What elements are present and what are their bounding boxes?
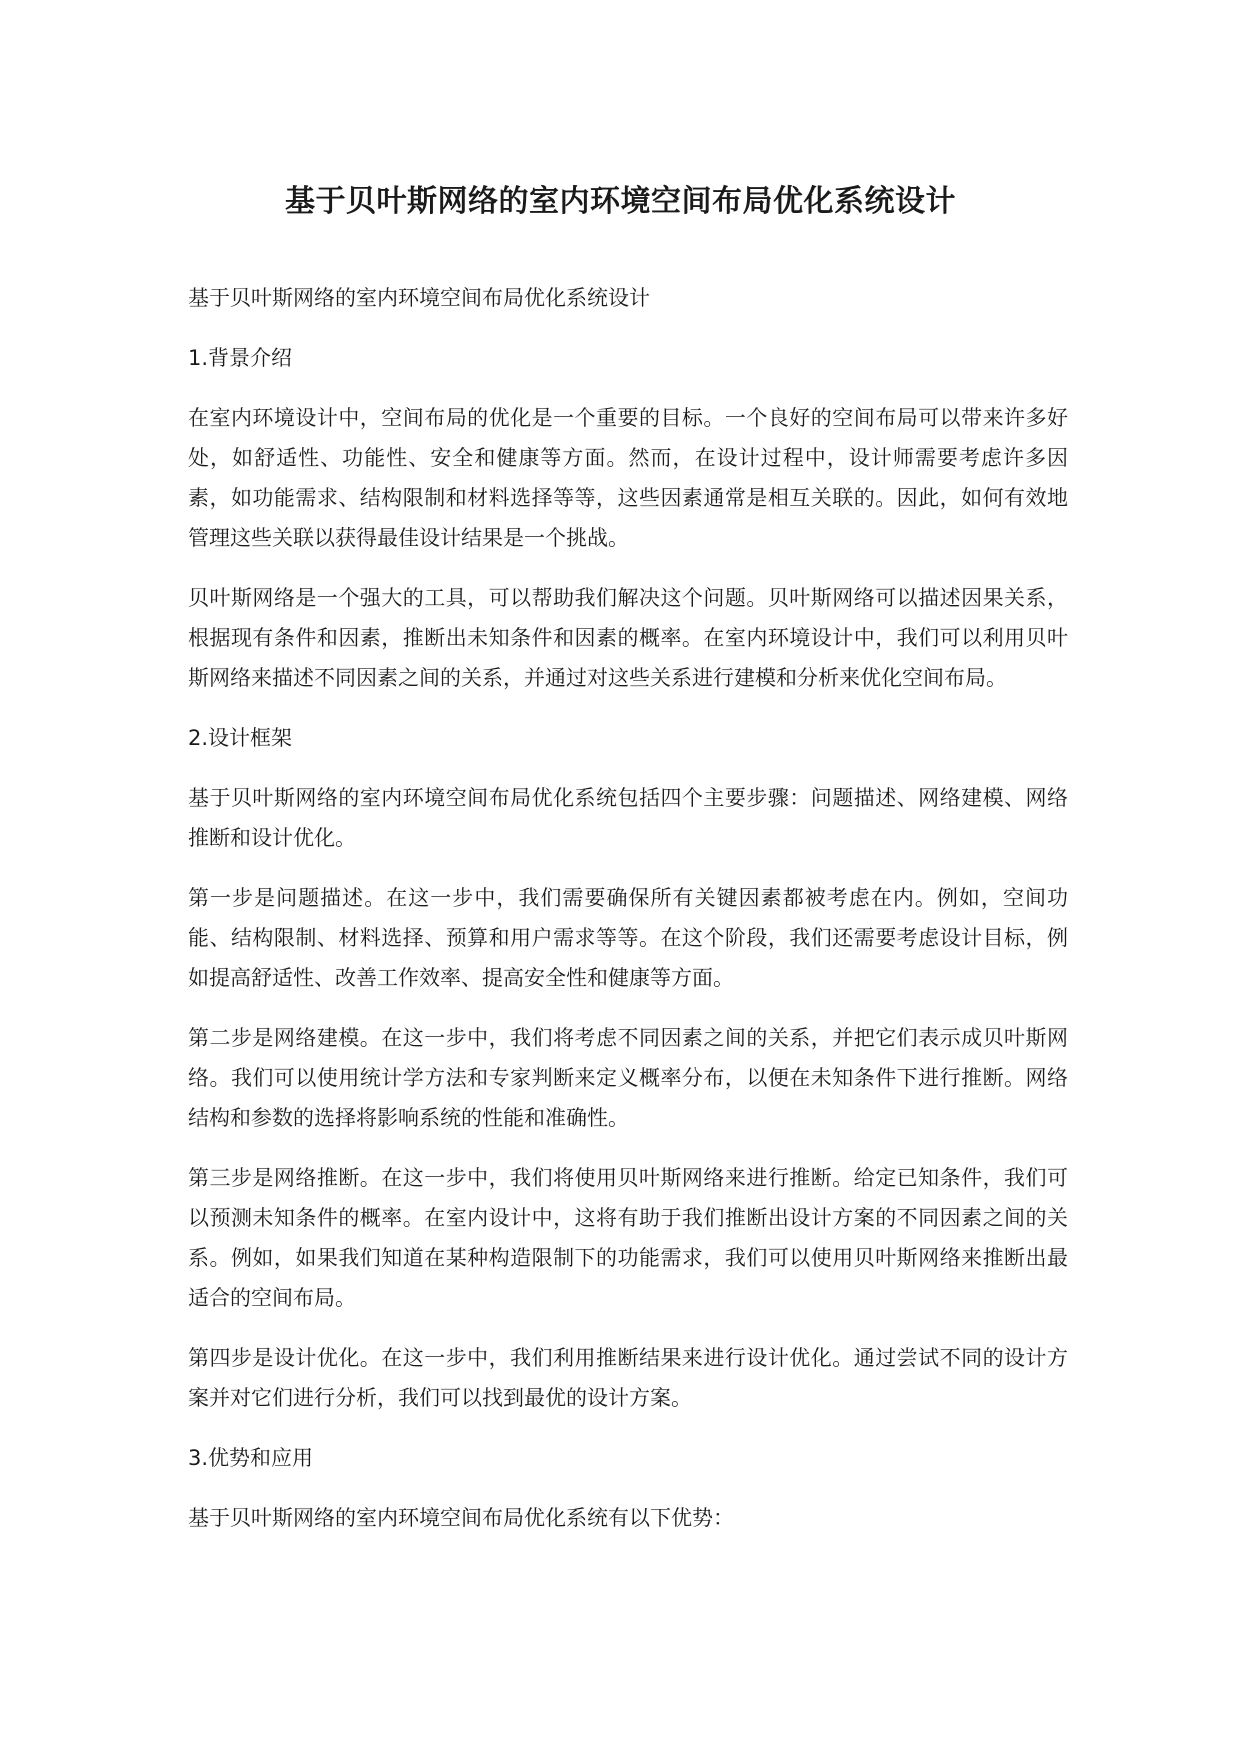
paragraph: 在室内环境设计中，空间布局的优化是一个重要的目标。一个良好的空间布局可以带来许多好处，如舒适性、功能性、安全和健康等方面。然而，在设计过程中，设计师需要考虑许多因素，如功能需求、结构限制和材料选择等等，这些因素通常是相互关联的。因此，如何有效地管理这些关联以获得最佳设计结果是一个挑战。 xyxy=(188,406,1068,550)
section-heading-advantages: 3.优势和应用 xyxy=(188,1446,314,1470)
paragraph: 贝叶斯网络是一个强大的工具，可以帮助我们解决这个问题。贝叶斯网络可以描述因果关系，根据现有条件和因素，推断出未知条件和因素的概率。在室内环境设计中，我们可以利用贝叶斯网络来描述不同因素之间的关系，并通过对这些关系进行建模和分析来优化空间布局。 xyxy=(188,586,1068,690)
paragraph: 第一步是问题描述。在这一步中，我们需要确保所有关键因素都被考虑在内。例如，空间功能、结构限制、材料选择、预算和用户需求等等。在这个阶段，我们还需要考虑设计目标，例如提高舒适性、改善工作效率、提高安全性和健康等方面。 xyxy=(188,886,1068,990)
section-heading-background: 1.背景介绍 xyxy=(188,346,293,370)
section-heading-framework: 2.设计框架 xyxy=(188,726,293,750)
paragraph: 基于贝叶斯网络的室内环境空间布局优化系统包括四个主要步骤：问题描述、网络建模、网络推断和设计优化。 xyxy=(188,786,1068,850)
document-subtitle: 基于贝叶斯网络的室内环境空间布局优化系统设计 xyxy=(188,286,650,310)
document-page xyxy=(188,176,1068,1538)
paragraph: 第二步是网络建模。在这一步中，我们将考虑不同因素之间的关系，并把它们表示成贝叶斯网络。我们可以使用统计学方法和专家判断来定义概率分布，以便在未知条件下进行推断。网络结构和参数的选择将影响系统的性能和准确性。 xyxy=(188,1026,1068,1130)
document-title: 基于贝叶斯网络的室内环境空间布局优化系统设计 xyxy=(285,184,956,219)
paragraph: 第三步是网络推断。在这一步中，我们将使用贝叶斯网络来进行推断。给定已知条件，我们可以预测未知条件的概率。在室内设计中，这将有助于我们推断出设计方案的不同因素之间的关系。例如，如果我们知道在某种构造限制下的功能需求，我们可以使用贝叶斯网络来推断出最适合的空间布局。 xyxy=(188,1166,1068,1310)
paragraph: 第四步是设计优化。在这一步中，我们利用推断结果来进行设计优化。通过尝试不同的设计方案并对它们进行分析，我们可以找到最优的设计方案。 xyxy=(188,1346,1068,1410)
paragraph: 基于贝叶斯网络的室内环境空间布局优化系统有以下优势： xyxy=(188,1506,734,1530)
